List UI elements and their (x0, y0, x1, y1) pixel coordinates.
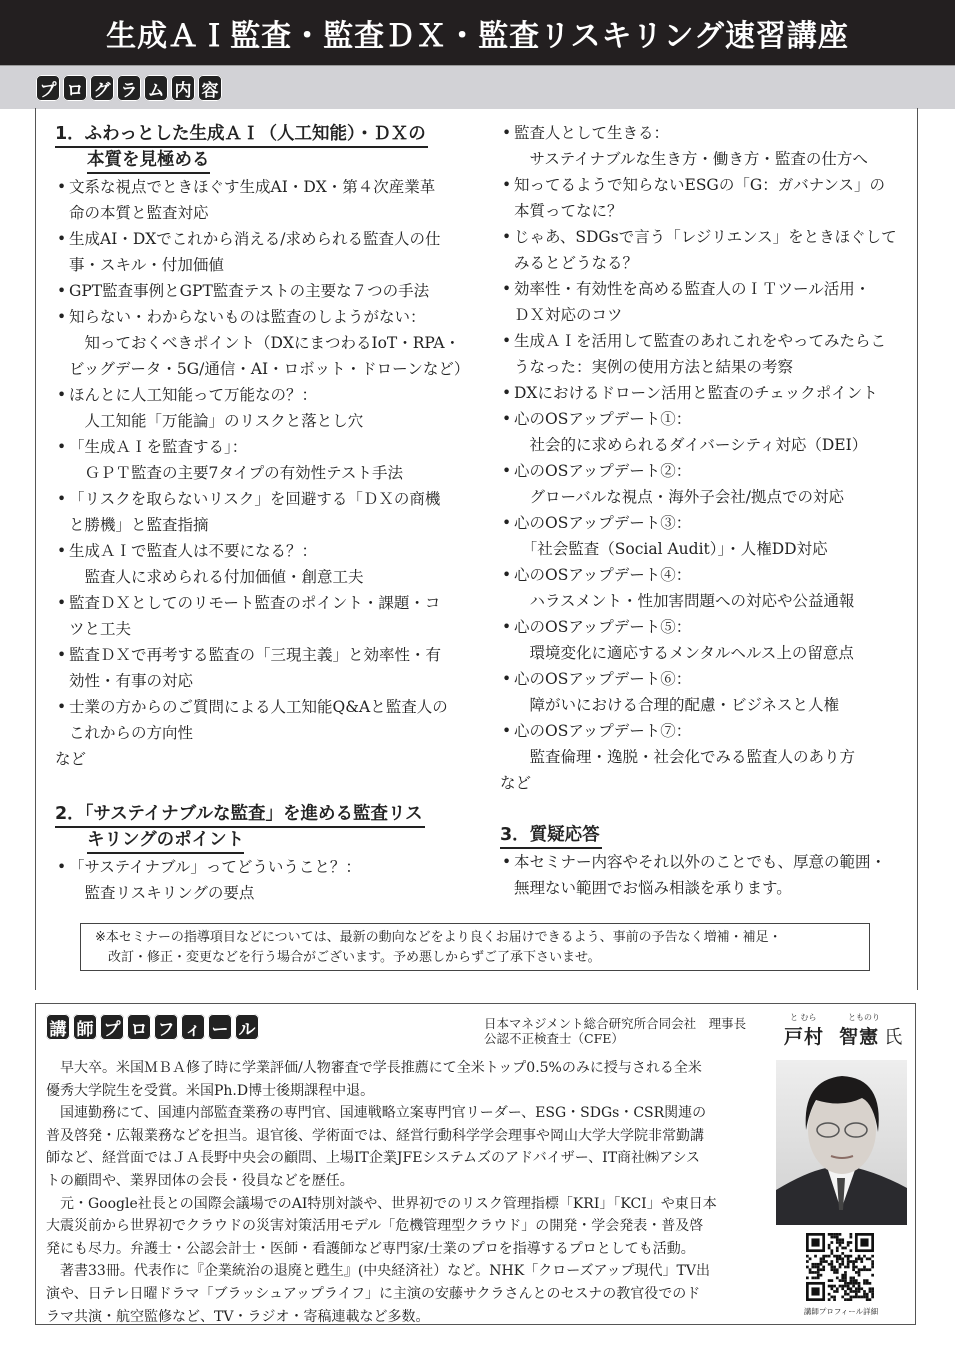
section1-heading (55, 122, 469, 174)
section2-list-item (500, 328, 897, 380)
list-item-line: • 「サステイナブル」ってどういうこと？： (55, 854, 425, 880)
list-item-line: • 「リスクを取らないリスク」を回避する「ＤＸの商機 (55, 486, 469, 512)
instructor-photo (776, 1060, 907, 1225)
badge-char: ラ (117, 75, 141, 101)
section1-closing: など (55, 750, 87, 768)
list-item-line: 環境変化に適応するメンタルヘルス上の留意点 (514, 644, 854, 662)
section2-list-item (500, 510, 897, 562)
list-item-line: 監査人に求められる付加価値・創意工夫 (69, 568, 364, 586)
instructor-bio (46, 1057, 717, 1328)
section2-heading-line (55, 802, 425, 828)
list-item-line: • 監査ＤＸとしてのリモート監査のポイント・課題・コ (55, 590, 469, 616)
list-item-line: • 心のOSアップデート①： (500, 406, 897, 432)
list-item-line: 監査リスキリングの要点 (69, 884, 255, 902)
bio-line: 演や、日テレ日曜ドラマ「ブラッシュアップライフ」に主演の安藤サクラさんとのセスナの教官役でのド (46, 1285, 701, 1302)
section1-list-item (55, 538, 469, 590)
section1-list-item (55, 304, 469, 382)
list-item-line: 障がいにおける合理的配慮・ビジネスと人権 (514, 696, 840, 714)
given-name: 智憲 (839, 1026, 880, 1048)
list-item-line: • 監査人として生きる： (500, 120, 897, 146)
list-item-line: 事・スキル・付加価値 (69, 256, 224, 274)
list-item-line: みるとどうなる？ (514, 254, 639, 272)
list-item-line: • 心のOSアップデート⑥： (500, 666, 897, 692)
bio-paragraph (46, 1260, 717, 1328)
list-item-line: うなった：実例の使用方法と結果の考察 (514, 358, 794, 376)
list-item-line: ビッグデータ・5G/通信・AI・ロボット・ドローンなど） (69, 360, 470, 378)
section2-list-item (500, 172, 897, 224)
list-item-line: • 生成AI・DXでこれから消える/求められる監査人の仕 (55, 226, 469, 252)
program-content-badge (36, 75, 222, 101)
badge-char: ー (208, 1014, 232, 1040)
section1-list-item (55, 382, 469, 434)
badge-char: ル (235, 1014, 259, 1040)
section1-list-item (55, 226, 469, 278)
section3-heading (500, 823, 886, 849)
section1-list-item (55, 174, 469, 226)
heading-text: 3．質疑応答 (500, 824, 602, 849)
list-item-line: • 文系な視点でときほぐす生成AI・DX・第４次産業革 (55, 174, 469, 200)
section1-heading-line (55, 148, 469, 174)
qr-caption: 講師プロフィール詳細 (803, 1307, 879, 1316)
list-item-line: • DXにおけるドローン活用と監査のチェックポイント (500, 380, 897, 406)
instructor-profile-badge (46, 1014, 259, 1040)
heading-text: 本質を見極める (87, 149, 210, 174)
list-item-line: ハラスメント・性加害問題への対応や公益通報 (514, 592, 855, 610)
bio-line: 普及啓発・広報業務などを担当。退官後、学術面では、経営行動科学学会理事や岡山大学大学院非常勤講 (46, 1127, 704, 1144)
bio-line: トの顧問や、業界団体の会長・役員などを歴任。 (46, 1172, 354, 1189)
badge-char: ィ (181, 1014, 205, 1040)
list-item-line: • 「生成ＡＩを監査する」： (55, 434, 469, 460)
bio-line: 大震災前から世界初でクラウドの災害対策活用モデル「危機管理型クラウド」の開発・学会発表・普及啓 (46, 1218, 704, 1235)
list-item-line: ツと工夫 (69, 620, 132, 638)
badge-char: ム (144, 75, 168, 101)
notice-line: ※本セミナーの指導項目などについては、最新の動向などをより良くお届けできるよう、事前の予告なく増補・補足・ (95, 930, 782, 945)
bio-line: 発にも尽力。弁護士・公認会計士・医師・看護師など専門家/士業のプロを指導するプロとしても活動。 (46, 1240, 695, 1257)
program-section-3 (500, 823, 886, 901)
list-item-line: 人工知能「万能論」のリスクと落とし穴 (69, 412, 364, 430)
section2-list-item (500, 406, 897, 458)
section2-list-item (500, 718, 897, 770)
list-item-line: • 心のOSアップデート⑤： (500, 614, 897, 640)
section3-heading-line (500, 823, 886, 849)
section2-heading (55, 802, 425, 854)
list-item-line: • 監査ＤＸで再考する監査の「三現主義」と効率性・有 (55, 642, 469, 668)
badge-char: フ (154, 1014, 178, 1040)
list-item-line: 本質ってなに？ (514, 202, 623, 220)
heading-text: キリングのポイント (87, 829, 244, 854)
section2-heading-line (55, 828, 425, 854)
list-item-line: • 心のOSアップデート④： (500, 562, 897, 588)
list-item-line: ＤＸ対応のコツ (514, 306, 623, 324)
badge-char: グ (90, 75, 114, 101)
badge-char: 講 (46, 1014, 70, 1040)
badge-char: 師 (73, 1014, 97, 1040)
section2-list-item (500, 458, 897, 510)
section2-list-item (500, 380, 897, 406)
section1-list-item (55, 642, 469, 694)
list-item-line: 効性・有事の対応 (69, 672, 194, 690)
program-left-column (55, 122, 469, 772)
badge-char: プ (36, 75, 60, 101)
bio-paragraph (46, 1102, 717, 1192)
list-item-line: これからの方向性 (69, 724, 194, 742)
list-item-line: • 心のOSアップデート②： (500, 458, 897, 484)
notice-box (80, 923, 870, 971)
list-item-line: 無理ない範囲でお悩み相談を承ります。 (514, 879, 792, 897)
profile-qr-code[interactable] (806, 1233, 874, 1301)
bio-line: 優秀大学院生を受賞。米国Ph.D博士後期課程中退。 (46, 1082, 375, 1099)
list-item-line: 「社会監査（Social Audit）」・人権DD対応 (514, 540, 828, 558)
honorific: 氏 (884, 1027, 903, 1048)
bio-line: 元・Google社長との国際会議場でのAI特別対談や、世界初でのリスク管理指標「KRI」「KCI」や東日本 (60, 1195, 717, 1212)
list-item-line: 監査倫理・逸脱・社会化でみる監査人のあり方 (514, 748, 856, 766)
page-title: 生成ＡＩ監査・監査ＤＸ・監査リスキリング速習講座 (106, 18, 849, 54)
list-item-line: 社会的に求められるダイバーシティ対応（DEI） (514, 436, 868, 454)
bio-paragraph (46, 1193, 717, 1261)
program-section-2-start (55, 802, 425, 906)
section1-list-item (55, 590, 469, 642)
list-item-line: • 知らない・わからないものは監査のしようがない： (55, 304, 469, 330)
list-item-line: • 生成ＡＩを活用して監査のあれこれをやってみたらこ (500, 328, 897, 354)
list-item-line: • 生成ＡＩで監査人は不要になる？： (55, 538, 469, 564)
section1-list-item (55, 434, 469, 486)
list-item-line: 命の本質と監査対応 (69, 204, 209, 222)
badge-char: ロ (63, 75, 87, 101)
section2-list-item (500, 120, 897, 172)
bio-line: 著書33冊。代表作に『企業統治の退廃と甦生』(中央経済社）など。NHK「クローズアップ現代」TV出 (60, 1263, 710, 1280)
list-item-line: • ほんとに人工知能って万能なの？： (55, 382, 469, 408)
surname-ruby: と むら (790, 1013, 817, 1022)
bio-paragraph (46, 1057, 717, 1102)
given-ruby: とものり (848, 1013, 880, 1022)
notice-line: 改訂・修正・変更などを行う場合がございます。予め悪しからずご了承下さいませ。 (108, 950, 601, 965)
section2-list-item (500, 276, 897, 328)
list-item-line: サステイナブルな生き方・働き方・監査の仕方へ (514, 150, 868, 168)
section1-list-item (55, 278, 469, 304)
list-item-line: • 本セミナー内容やそれ以外のことでも、厚意の範囲・ (500, 849, 886, 875)
section1-list-item (55, 694, 469, 746)
section2-list-item (500, 614, 897, 666)
heading-text: 2．「サステイナブルな監査」を進める監査リス (55, 803, 425, 828)
list-item-line: ＧＰＴ監査の主要7タイプの有効性テスト手法 (69, 464, 403, 482)
surname: 戸村 (784, 1026, 825, 1048)
list-item-line: • じゃあ、SDGsで言う「レジリエンス」をときほぐして (500, 224, 897, 250)
list-item-line: • 心のOSアップデート③： (500, 510, 897, 536)
section2-list-item (500, 224, 897, 276)
section2-list-item (500, 666, 897, 718)
bio-line: ラマ共演・航空監修など、TV・ラジオ・寄稿連載など多数。 (46, 1308, 430, 1325)
heading-text: 1．ふわっとした生成ＡＩ（人工知能）・ＤＸの (55, 123, 428, 148)
bio-line: 師など、経営面ではＪＡ長野中央会の顧問、上場IT企業JFEシステムズのアドバイザー、IT商社㈱アシス (46, 1150, 701, 1167)
section2-list-item (55, 854, 425, 906)
list-item-line: • 心のOSアップデート⑦： (500, 718, 897, 744)
section2-closing: など (500, 774, 532, 792)
instructor-affiliation (484, 1016, 746, 1046)
bio-line: 国連勤務にて、国連内部監査業務の専門官、国連戦略立案専門官リーダー、ESG・SDGs・CSR関連の (60, 1105, 707, 1122)
section3-list-item (500, 849, 886, 901)
program-right-column (500, 120, 897, 796)
list-item-line: • 知ってるようで知らないESGの「G：ガバナンス」の (500, 172, 897, 198)
section1-list-item (55, 486, 469, 538)
list-item-line: • GPT監査事例とGPT監査テストの主要な７つの手法 (55, 278, 469, 304)
section2-list-item (500, 562, 897, 614)
list-item-line: グローバルな視点・海外子会社/拠点での対応 (514, 488, 844, 506)
instructor-name (784, 1012, 902, 1049)
affiliation-line: 公認不正検査士（CFE） (484, 1031, 624, 1046)
bio-line: 早大卒。米国ＭＢＡ修了時に学業評価/人物審査で学長推薦にて全米トップ0.5%のみに授与される全米 (60, 1060, 702, 1076)
title-bar (0, 0, 955, 65)
badge-char: 容 (198, 75, 222, 101)
badge-char: プ (100, 1014, 124, 1040)
badge-char: 内 (171, 75, 195, 101)
affiliation-line: 日本マネジメント総合研究所合同会社 理事長 (484, 1016, 747, 1031)
list-item-line: • 士業の方からのご質問による人工知能Q&Aと監査人の (55, 694, 469, 720)
list-item-line: • 効率性・有効性を高める監査人のＩＴツール活用・ (500, 276, 897, 302)
list-item-line: と勝機」と監査指摘 (69, 516, 209, 534)
list-item-line: 知っておくべきポイント（DXにまつわるIoT・RPA・ (69, 334, 461, 352)
badge-char: ロ (127, 1014, 151, 1040)
section1-heading-line (55, 122, 469, 148)
